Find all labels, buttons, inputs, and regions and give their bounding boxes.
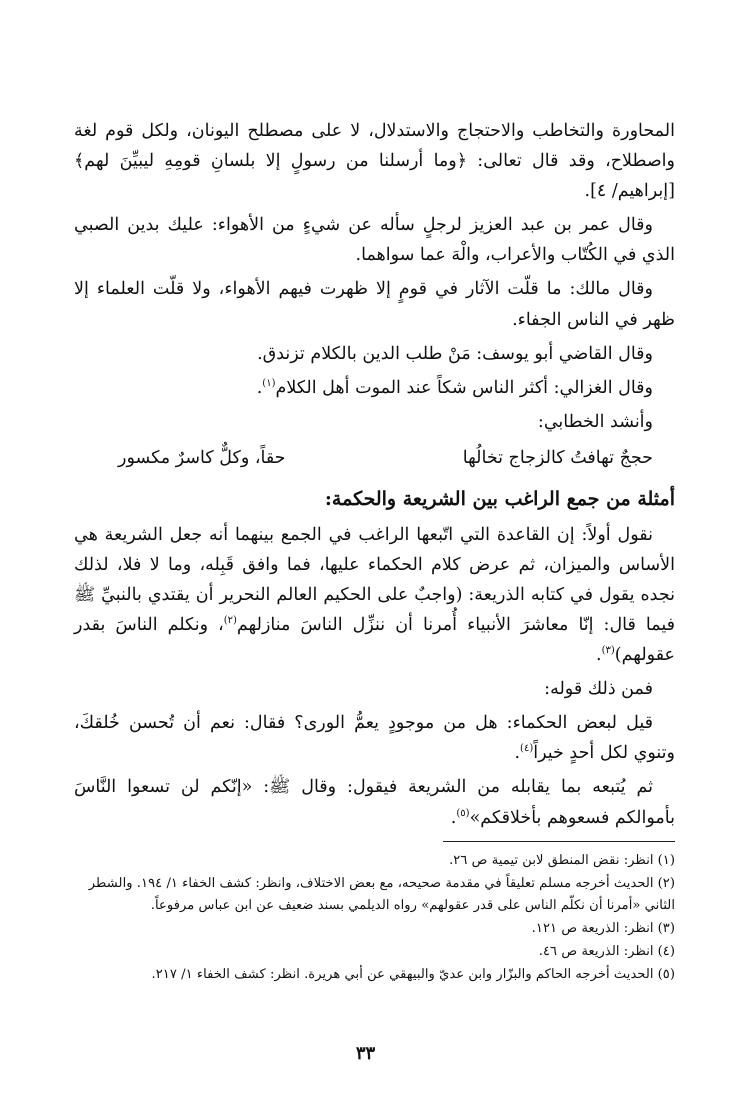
punctuation: . bbox=[596, 645, 602, 666]
paragraph-text: وقال الغزالي: أكثر الناس شكاً عند الموت أهل الكلام bbox=[275, 377, 653, 398]
footnote bbox=[74, 873, 675, 918]
verse-hemistich-2: حقاً، وكلٌّ كاسرٌ مكسور bbox=[118, 447, 286, 468]
paragraph-text: ، ونكلم الناسَ بقدر عقولهم) bbox=[74, 614, 675, 666]
paragraph: وأنشد الخطابي: bbox=[537, 411, 653, 432]
footnote-ref[interactable]: (٤) bbox=[520, 743, 534, 755]
page-number: ٣٣ bbox=[355, 1043, 376, 1064]
footnote-ref[interactable]: (١) bbox=[262, 377, 276, 389]
footnote-text: انظر: نقض المنطق لابن تيمية ص ٢٦. bbox=[449, 853, 654, 868]
paragraph: وقال الغزالي: أكثر الناس شكاً عند الموت أهل الكلام$^{(١)}$. bbox=[256, 377, 653, 398]
footnote-number: (١) bbox=[657, 853, 675, 868]
section-heading: أمثلة من جمع الراغب بين الشريعة والحكمة: bbox=[324, 488, 675, 511]
footnote-ref[interactable]: (٥) bbox=[456, 807, 470, 819]
footnote-number: (٥) bbox=[657, 966, 675, 982]
paragraph bbox=[74, 708, 675, 768]
main-text bbox=[74, 116, 675, 837]
text-line: المحاورة والتخاطب والاحتجاج والاستدلال، لا على مصطلح اليونان، ولكل قوم لغة bbox=[74, 121, 675, 141]
footnote-ref[interactable]: (٣) bbox=[601, 645, 615, 657]
footnote bbox=[74, 941, 675, 964]
verse-hemistich-1: حججٌ تهافتُ كالزجاج تخالُها bbox=[462, 447, 653, 468]
footnote-text: الحديث أخرجه الحاكم والبزّار وابن عديّ والبيهقي عن أبي هريرة. انظر: كشف الخفاء ١/ ٢١٧. bbox=[151, 966, 654, 982]
footnote-text: انظر: الذريعة ص ١٢١. bbox=[531, 921, 654, 937]
paragraph-text: ثم يُتبعه بما يقابله من الشريعة فيقول: وقال ﷺ: «إنّكم لن تسعوا النَّاسَ بأموالكم فسعوهم بأخلاقكم» bbox=[74, 777, 675, 828]
paragraph-text: قيل لبعض الحكماء: هل من موجودٍ يعمُّ الورى؟ فقال: نعم أن تُحسن خُلقكَ، وتنوي لكل أحدٍ خيراً bbox=[74, 713, 675, 764]
paragraph bbox=[74, 772, 675, 832]
footnote-text: انظر: الذريعة ص ٤٦. bbox=[538, 943, 654, 959]
footnote-text: الحديث أخرجه مسلم تعليقاً في مقدمة صحيحه، مع بعض الاختلاف، وانظر: كشف الخفاء ١/ ١٩٤. والشطر الثاني «أمرنا أن نكلّم الناس على قدر عقولهم» رواه الديلمي بسند ضعيف عن ابن عباس مرفوعاً. bbox=[88, 875, 675, 914]
footnote bbox=[74, 850, 675, 873]
text-line: واصطلاح، وقد قال تعالى: ﴿وما أرسلنا من رسولٍ إلا بلسانِ قومِهِ ليبيِّنَ لهم﴾ [إبراهيم/ ٤]. bbox=[74, 151, 675, 202]
paragraph: وقال مالك: ما قلّت الآثار في قومٍ إلا ظهرت فيهم الأهواء، ولا قلّت العلماء إلا ظهر في الناس الجفاء. bbox=[74, 279, 675, 330]
paragraph: وقال عمر بن عبد العزيز لرجلٍ سأله عن شيءٍ من الأهواء: عليك بدين الصبي الذي في الكُتّاب والأعراب، والْهَ عما سواهما. bbox=[74, 215, 675, 266]
paragraph: فمن ذلك قوله: bbox=[544, 679, 653, 700]
footnote bbox=[74, 964, 675, 987]
punctuation: . bbox=[450, 807, 457, 828]
footnote bbox=[74, 918, 675, 941]
footnote-separator bbox=[443, 841, 675, 842]
footnote-number: (٢) bbox=[657, 875, 675, 891]
footnote-number: (٤) bbox=[657, 943, 675, 959]
footnote-ref[interactable]: (٢) bbox=[223, 615, 237, 627]
poem-verse bbox=[74, 443, 675, 473]
footnote-number: (٣) bbox=[657, 921, 675, 937]
paragraph bbox=[74, 520, 675, 670]
paragraph: وقال القاضي أبو يوسف: مَنْ طلب الدين بالكلام تزندق. bbox=[257, 343, 653, 364]
punctuation: . bbox=[514, 743, 521, 764]
paragraph bbox=[74, 116, 675, 206]
paragraph-text: نقول أولاً: إن القاعدة التي اتّبعها الراغب في الجمع بينهما أنه جعل الشريعة هي الأساس والميزان، ثم عرض كلام الحكماء عليها، فما وافق قَبِله، وما لا فلا، لذلك نجده يقول في كتابه الذريعة: (واجبٌ على الحكيم العالم النحرير أن يقتدي بالنبيِّ ﷺ فيما قال: إنّا معاشرَ الأنبياء أُمرنا أن ننزِّل الناسَ منازلهم bbox=[74, 524, 675, 635]
footnotes bbox=[74, 850, 675, 986]
